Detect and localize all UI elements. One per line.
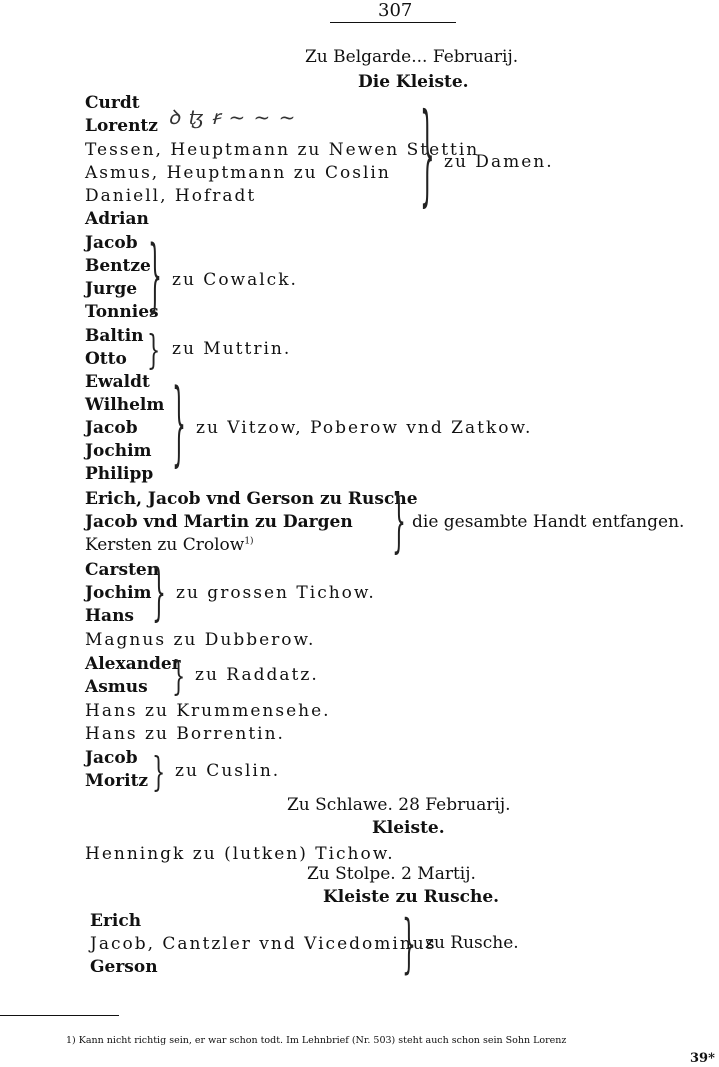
name-line: Asmus bbox=[85, 677, 148, 697]
page-number: 307 bbox=[378, 0, 413, 21]
curly-brace: } bbox=[402, 907, 416, 981]
footnote-text: 1) Kann nicht richtig sein, er war schon todt. Im Lehnbrief (Nr. 503) steht auch schon sein Sohn Lorenz bbox=[66, 1035, 567, 1046]
curly-brace: } bbox=[172, 371, 186, 477]
curly-brace: } bbox=[148, 230, 162, 322]
name-line: Wilhelm bbox=[85, 395, 165, 415]
name-line: Otto bbox=[85, 349, 127, 369]
name-line: Bentze bbox=[85, 256, 151, 276]
name-line: Hans bbox=[85, 606, 135, 626]
name-line: Magnus zu Dubberow. bbox=[85, 630, 316, 650]
name-line: Baltin bbox=[85, 326, 144, 346]
curly-brace: } bbox=[147, 326, 161, 374]
name-line: Jacob bbox=[85, 748, 138, 768]
curly-brace: } bbox=[392, 482, 406, 562]
header-family: Die Kleiste. bbox=[358, 72, 469, 92]
name-line: Jochim bbox=[85, 441, 152, 461]
curly-brace: } bbox=[152, 748, 166, 796]
name-line: Philipp bbox=[85, 464, 154, 484]
curly-brace: } bbox=[172, 652, 186, 700]
curly-brace: } bbox=[152, 557, 166, 629]
signature-mark: 39* bbox=[690, 1051, 715, 1066]
place-label: zu grossen Tichow. bbox=[176, 583, 376, 603]
name-line: Jacob bbox=[85, 233, 138, 253]
name-line: Gerson bbox=[90, 957, 158, 977]
place-label: zu Damen. bbox=[444, 152, 554, 172]
name-line: Erich bbox=[90, 911, 142, 931]
name-line: Hans zu Krummensehe. bbox=[85, 701, 331, 721]
name-line: Tessen, Heuptmann zu Newen Stettin bbox=[85, 140, 480, 160]
name-line: Tonnies bbox=[85, 302, 159, 322]
header-date: Zu Schlawe. 28 Februarij. bbox=[287, 795, 511, 815]
name-line: Kersten zu Crolow$^{1)}$ bbox=[85, 535, 254, 555]
header-date: Zu Stolpe. 2 Martij. bbox=[307, 864, 476, 884]
name-line: Jochim bbox=[85, 583, 152, 603]
footnote-marker: 1) bbox=[244, 536, 254, 547]
header-family: Kleiste zu Rusche. bbox=[323, 887, 500, 907]
name-line: Jacob bbox=[85, 418, 138, 438]
name-line: Hans zu Borrentin. bbox=[85, 724, 285, 744]
place-label: zu Cuslin. bbox=[175, 761, 281, 781]
place-label: die gesambte Handt entfangen. bbox=[412, 512, 685, 532]
name-line: Henningk zu (lutken) Tichow. bbox=[85, 844, 395, 864]
name-line: Asmus, Heuptmann zu Coslin bbox=[85, 163, 391, 183]
name-line: Daniell, Hofradt bbox=[85, 186, 257, 206]
footnote-rule bbox=[0, 1015, 119, 1016]
curly-brace: } bbox=[420, 89, 435, 217]
name-line: Curdt bbox=[85, 93, 140, 113]
place-label: zu Vitzow, Poberow vnd Zatkow. bbox=[196, 418, 533, 438]
place-label: zu Muttrin. bbox=[172, 339, 292, 359]
name-line: Moritz bbox=[85, 771, 149, 791]
place-label: zu Rusche. bbox=[425, 933, 519, 953]
name-line: Jacob, Cantzler vnd Vicedominus bbox=[90, 934, 437, 954]
name-line: Adrian bbox=[85, 209, 149, 229]
header-date: Zu Belgarde... Februarij. bbox=[305, 47, 519, 67]
header-rule bbox=[330, 22, 456, 23]
pencil-scribble: ꝺ ꜩ ꞧ ~ ~ ~ bbox=[168, 105, 297, 129]
place-label: zu Cowalck. bbox=[172, 270, 298, 290]
header-family: Kleiste. bbox=[372, 818, 445, 838]
name-line: Carsten bbox=[85, 560, 160, 580]
name-line: Jurge bbox=[85, 279, 138, 299]
place-label: zu Raddatz. bbox=[195, 665, 319, 685]
name-line: Ewaldt bbox=[85, 372, 150, 392]
name-line: Erich, Jacob vnd Gerson zu Rusche bbox=[85, 489, 418, 509]
name-line: Lorentz bbox=[85, 116, 158, 136]
name-line: Jacob vnd Martin zu Dargen bbox=[85, 512, 353, 532]
name-line: Alexander bbox=[85, 654, 181, 674]
